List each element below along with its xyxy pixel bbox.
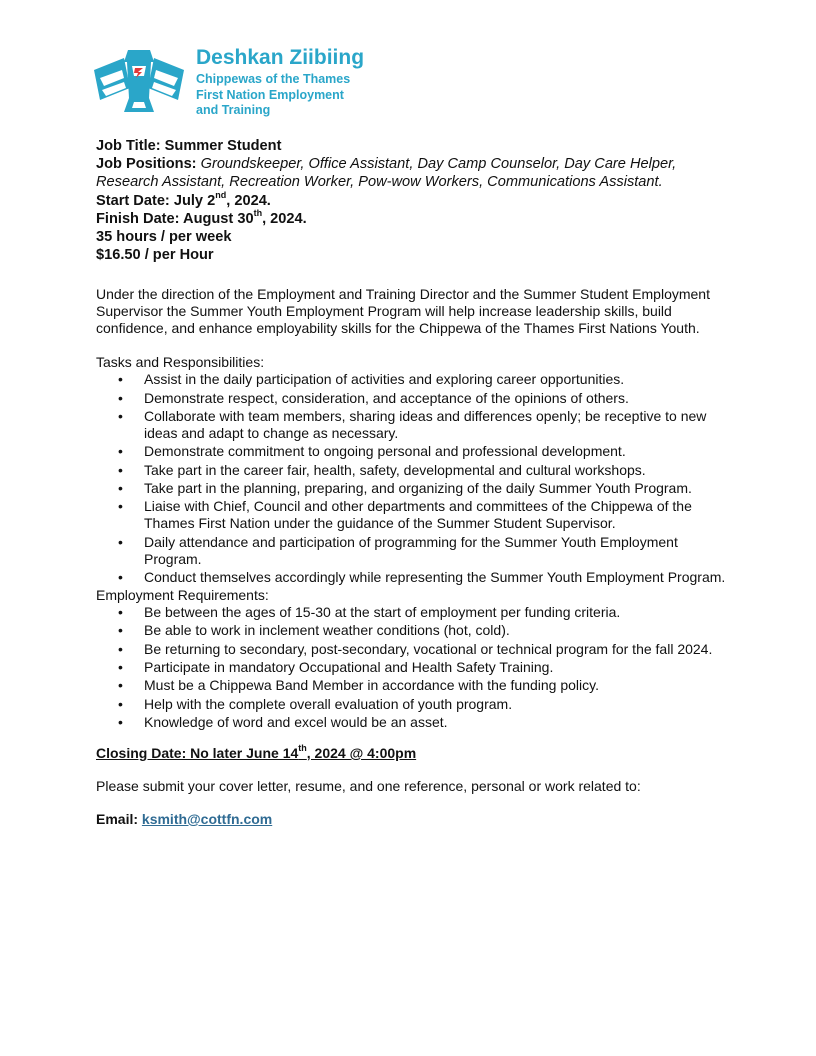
org-subtitle-line: First Nation Employment <box>196 87 344 102</box>
submit-instructions: Please submit your cover letter, resume, and one reference, personal or work related to: <box>96 777 641 794</box>
list-item: • Demonstrate respect, consideration, and acceptance of the opinions of others. <box>96 390 736 407</box>
org-name: Deshkan Ziibiing <box>196 46 365 69</box>
org-subtitle-line: and Training <box>196 103 271 117</box>
finish-date-year: , 2024. <box>262 210 307 227</box>
list-item: • Liaise with Chief, Council and other departments and committees of the Chippewa of the Thames First Nation under the guidance of the Summer Student Supervisor. <box>96 498 736 532</box>
requirements-heading: Employment Requirements: <box>96 587 269 604</box>
closing-date-suffix: th <box>298 743 307 754</box>
closing-date-time: , 2024 @ 4:00pm <box>306 744 417 761</box>
job-positions <box>96 155 736 191</box>
start-date-label: Start Date: July 2 <box>96 192 216 209</box>
org-subtitle <box>196 72 350 119</box>
requirements-list <box>96 604 736 731</box>
tasks-heading: Tasks and Responsibilities: <box>96 354 265 371</box>
thunderbird-logo-icon <box>94 48 184 114</box>
job-title-label: Job Title: <box>96 138 161 154</box>
org-subtitle-line: Chippewas of the Thames <box>196 72 351 86</box>
list-item: • Assist in the daily participation of activities and exploring career opportunities. <box>96 371 736 388</box>
list-item: • Be able to work in inclement weather conditions (hot, cold). <box>96 622 736 639</box>
list-item: • Be returning to secondary, post-secondary, vocational or technical program for the fall 2024. <box>96 641 736 658</box>
closing-date <box>96 745 736 762</box>
org-logo <box>94 44 394 124</box>
finish-date <box>96 207 736 228</box>
email-link[interactable]: ksmith@cottfn.com <box>141 810 273 827</box>
closing-date-label: Closing Date: No later June 14 <box>96 744 299 761</box>
job-title-value: Summer Student <box>164 138 282 154</box>
list-item: • Daily attendance and participation of programming for the Summer Youth Employment Program. <box>96 534 736 568</box>
list-item: • Demonstrate commitment to ongoing personal and professional development. <box>96 443 736 460</box>
job-title-line <box>96 137 736 155</box>
list-item: • Collaborate with team members, sharing ideas and differences openly; be receptive to new ideas and adapt to change as necessary. <box>96 408 736 442</box>
list-item: • Be between the ages of 15-30 at the start of employment per funding criteria. <box>96 604 736 621</box>
list-item: • Conduct themselves accordingly while representing the Summer Youth Employment Program. <box>96 569 736 586</box>
email-line <box>96 811 736 828</box>
hours-per-week: 35 hours / per week <box>96 229 232 246</box>
hourly-pay: $16.50 / per Hour <box>96 247 214 264</box>
start-date-year: , 2024. <box>226 192 271 209</box>
list-item: • Knowledge of word and excel would be an asset. <box>96 714 736 731</box>
start-date <box>96 189 736 210</box>
list-item: • Must be a Chippewa Band Member in accordance with the funding policy. <box>96 677 736 694</box>
email-label: Email: <box>96 810 139 827</box>
posting-content <box>96 137 736 828</box>
finish-date-label: Finish Date: August 30 <box>96 210 254 227</box>
tasks-list <box>96 371 736 585</box>
list-item: • Take part in the career fair, health, safety, developmental and cultural workshops. <box>96 462 736 479</box>
job-positions-label: Job Positions: <box>96 156 197 173</box>
start-date-suffix: nd <box>215 189 227 200</box>
intro-paragraph: Under the direction of the Employment and Training Director and the Summer Student Employment Supervisor the Summer Youth Employment Program will help increase leadership skills, build confidence, and enhance employability skills for the Chippewa of the Thames First Nations Youth. <box>96 286 710 337</box>
finish-date-suffix: th <box>253 207 263 218</box>
list-item: • Take part in the planning, preparing, and organizing of the daily Summer Youth Program. <box>96 480 736 497</box>
list-item: • Help with the complete overall evaluation of youth program. <box>96 696 736 713</box>
job-positions-value: Groundskeeper, Office Assistant, Day Camp Counselor, Day Care Helper, Research Assistant, Recreation Worker, Pow-wow Workers, Communications Assistant. <box>96 156 677 191</box>
list-item: • Participate in mandatory Occupational and Health Safety Training. <box>96 659 736 676</box>
